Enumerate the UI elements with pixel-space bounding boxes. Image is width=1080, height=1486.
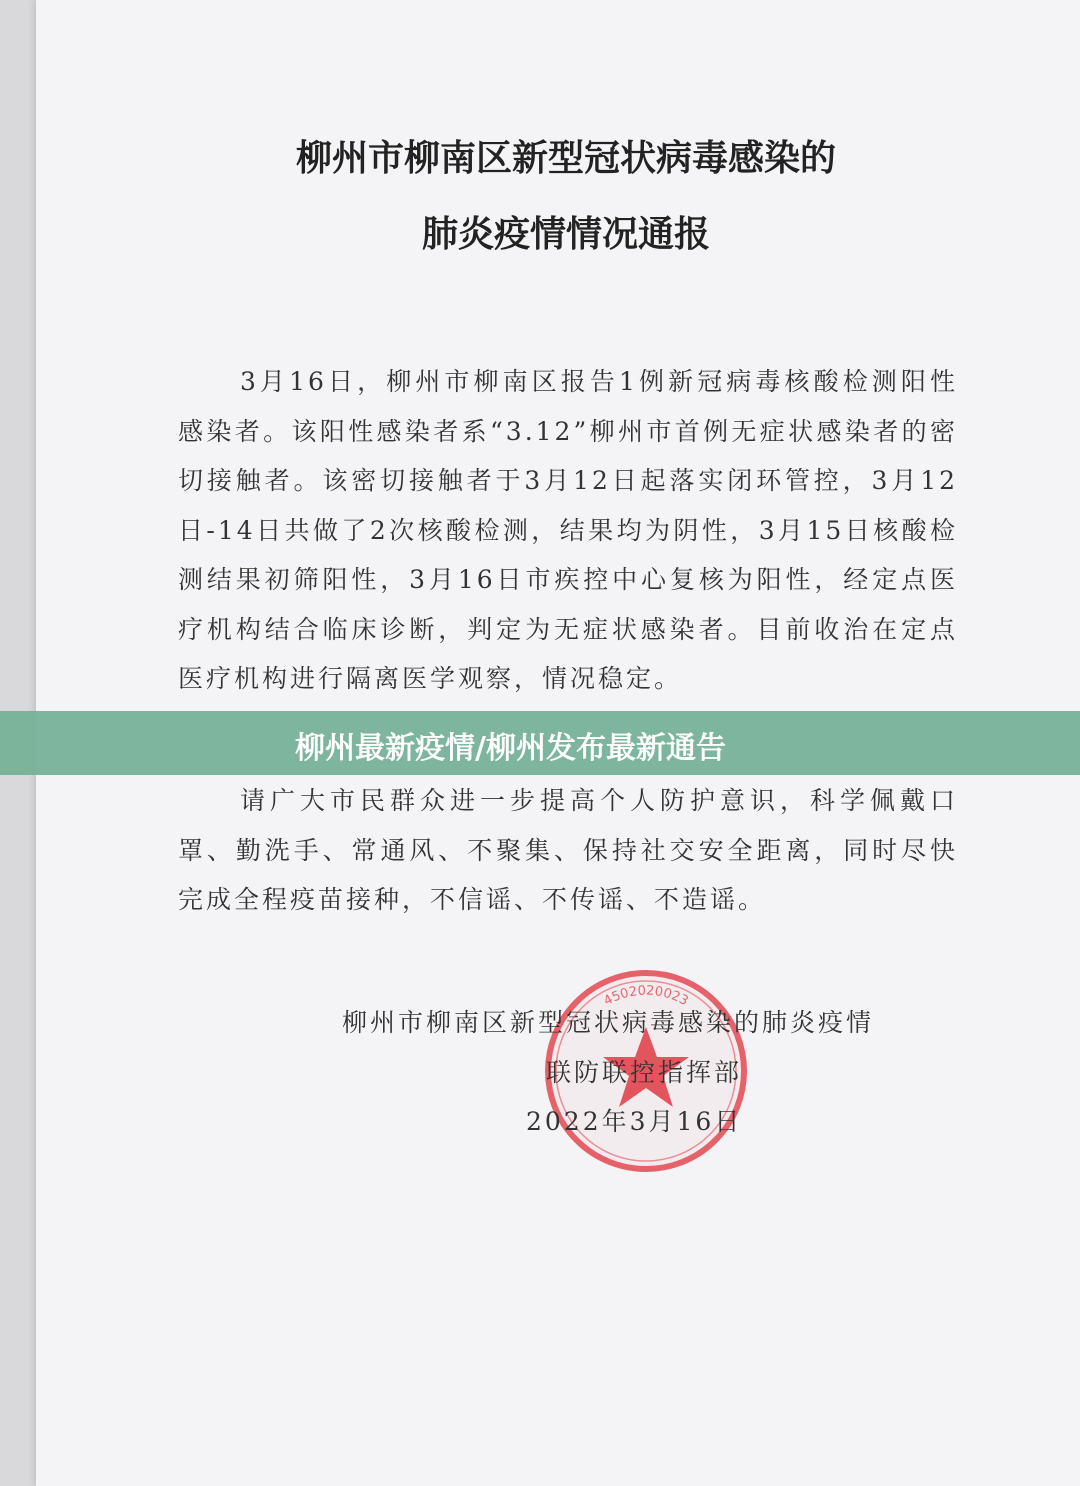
document-title-line2: 肺炎疫情情况通报 (421, 214, 710, 255)
signature-line-2: 联防联控指挥部 (546, 1058, 743, 1087)
signature-line-1: 柳州市柳南区新型冠状病毒感染的肺炎疫情 (342, 1008, 875, 1037)
body-paragraph-2: 请广大市民群众进一步提高个人防护意识，科学佩戴口罩、勤洗手、常通风、不聚集、保持社交安全距离，同时尽快完成全程疫苗接种，不信谣、不传谣、不造谣。 (178, 786, 958, 914)
seal-number: 4502020023 (601, 983, 691, 1010)
caption-banner (0, 711, 1080, 775)
body-paragraph-1: 3月16日，柳州市柳南区报告1例新冠病毒核酸检测阳性感染者。该阳性感染者系“3.12”柳州市首例无症状感染者的密切接触者。该密切接触者于3月12日起落实闭环管控，3月12日-14日共做了2次核酸检测，结果均为阴性，3月15日核酸检测结果初筛阳性，3月16日市疾控中心复核为阳性，经定点医疗机构结合临床诊断，判定为无症状感染者。目前收治在定点医疗机构进行隔离医学观察，情况稳定。 (178, 367, 958, 693)
document-title-line1: 柳州市柳南区新型冠状病毒感染的 (295, 138, 836, 179)
signature-date: 2022年3月16日 (526, 1107, 743, 1136)
caption-banner-text: 柳州最新疫情/柳州发布最新通告 (295, 731, 726, 766)
